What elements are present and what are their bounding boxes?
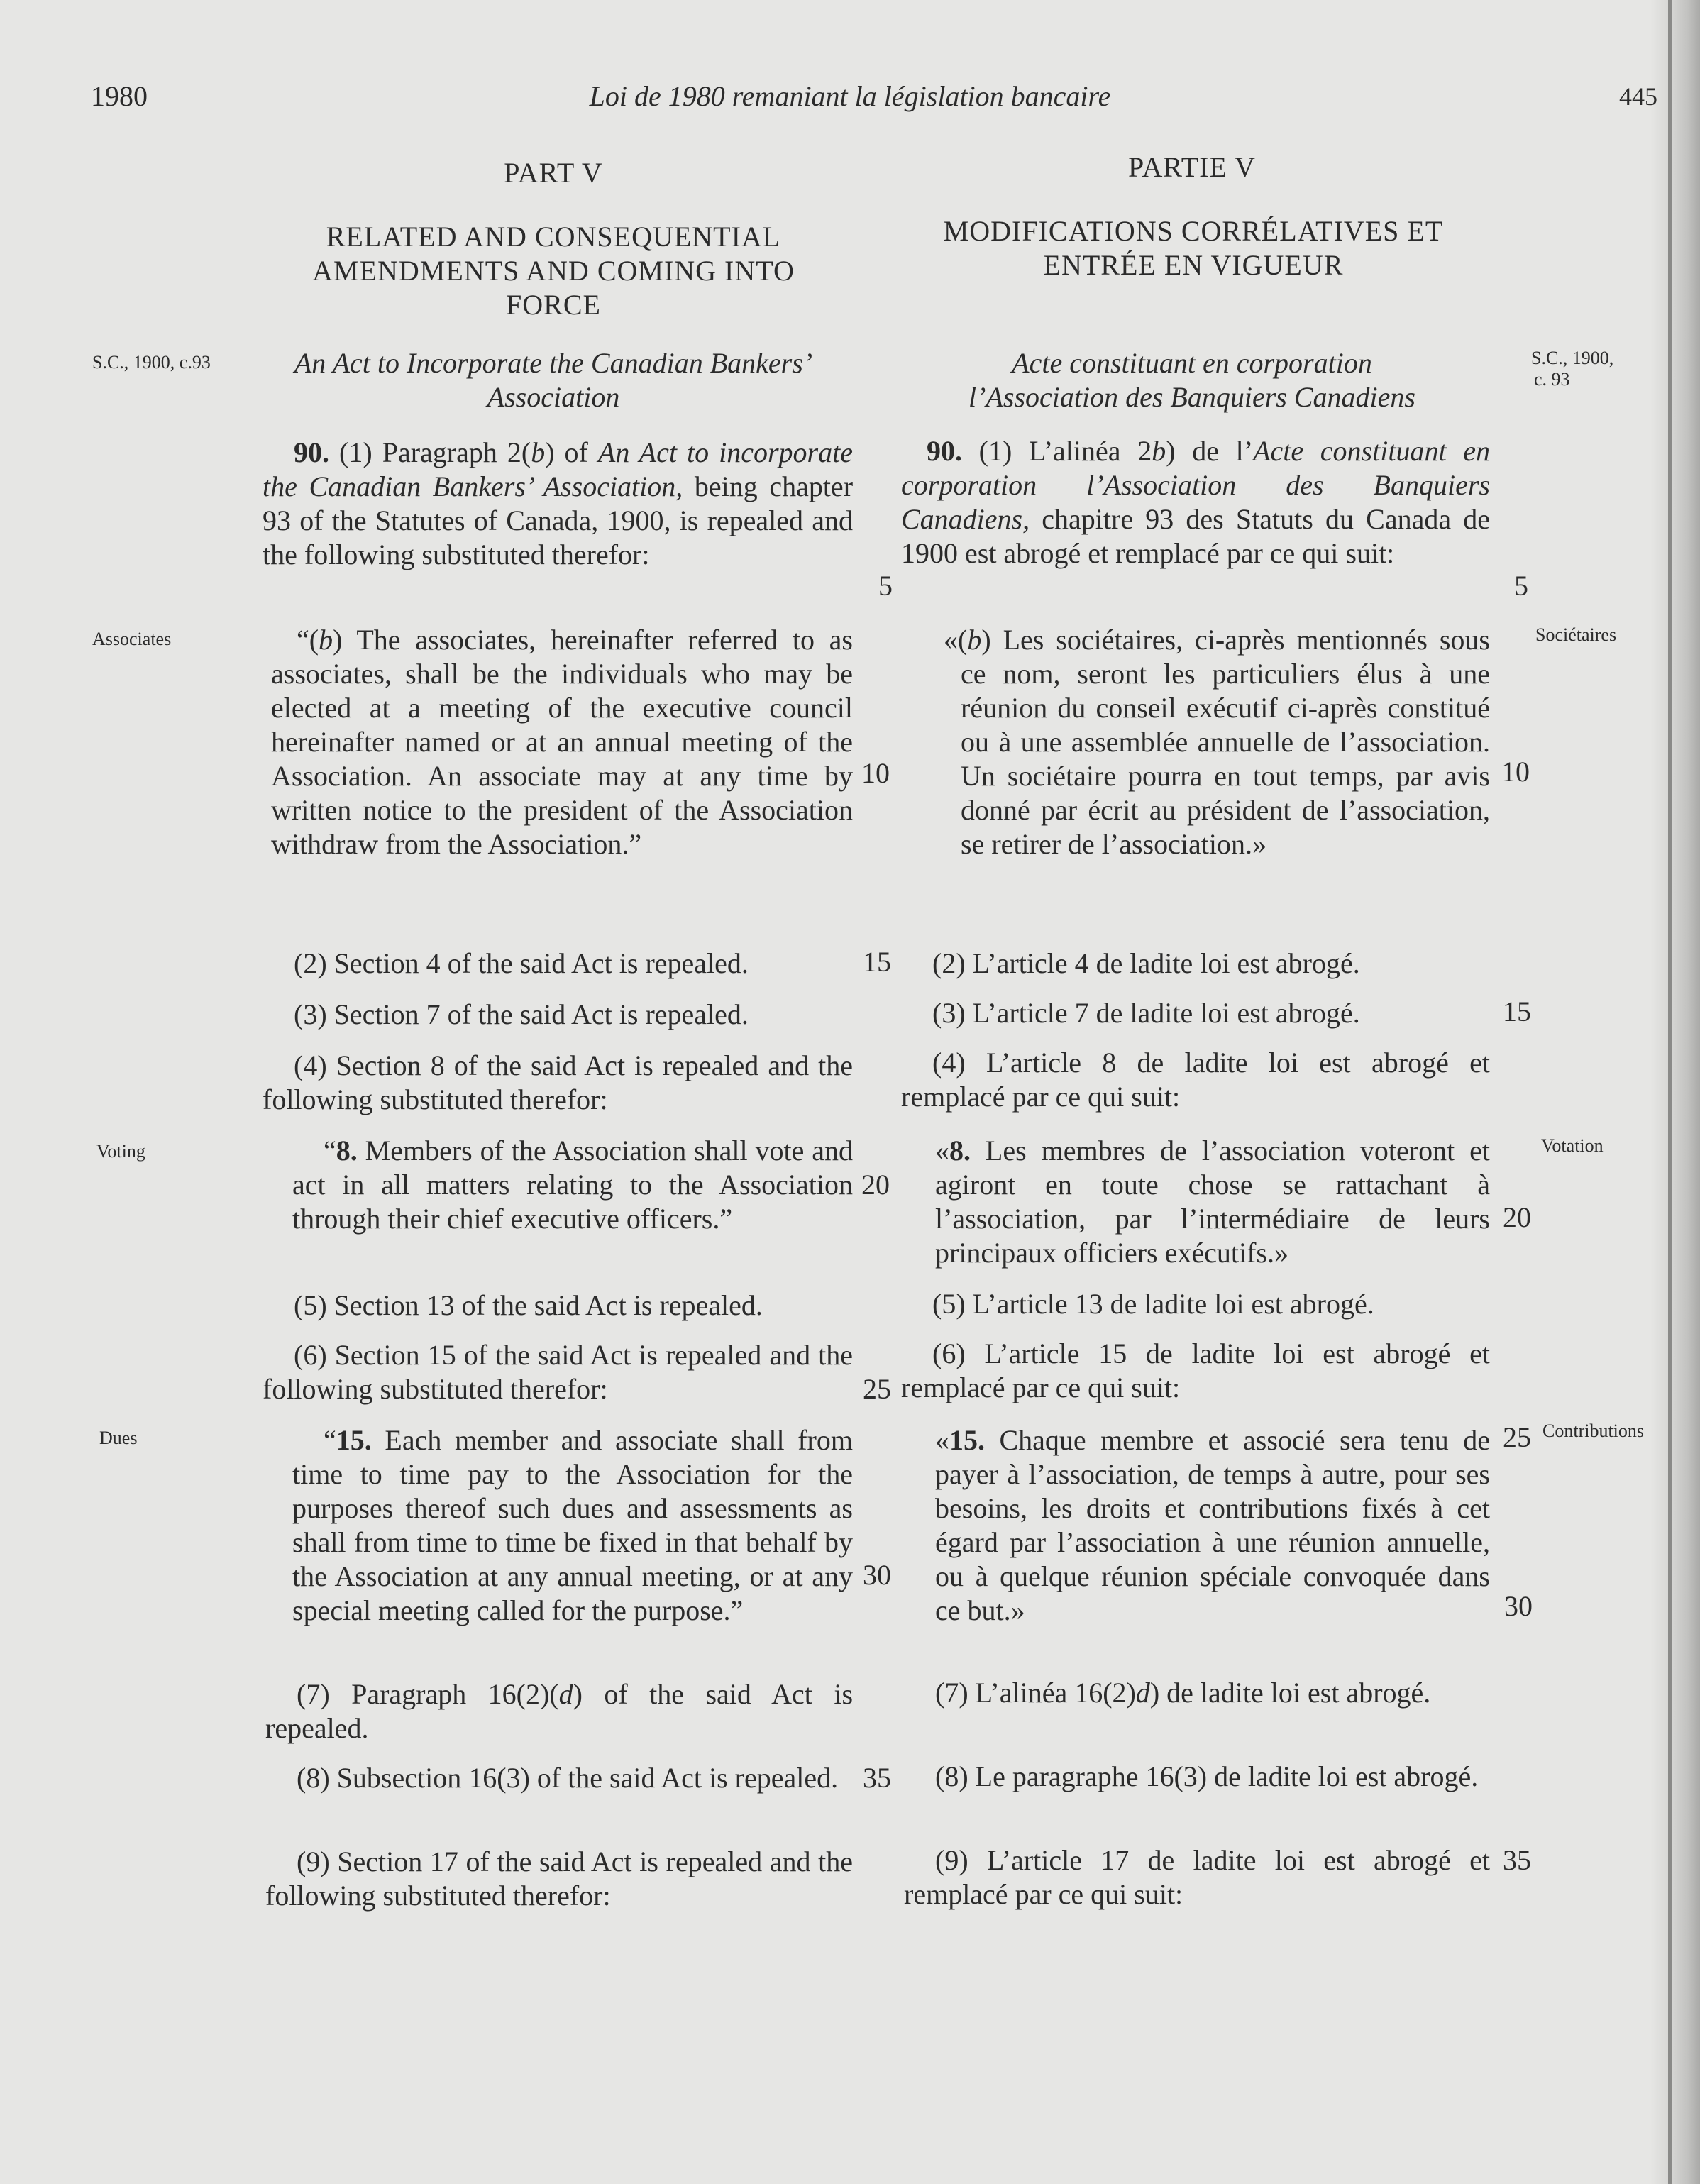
text: (9) Section 17 of the said Act is repealed and the following substituted therefor: (265, 1846, 853, 1912)
quote-para-b-en (271, 623, 853, 861)
act-title-fr-line-1: Acte constituant en corporation (1012, 347, 1372, 379)
line-number-right-30: 30 (1504, 1590, 1533, 1622)
quote-section-15-en (292, 1423, 853, 1628)
text: being chapter 93 of the Statutes of Canada, 1900, is repealed and the following substituted therefor: (263, 470, 854, 570)
text: (3) Section 7 of the said Act is repealed. (294, 998, 749, 1030)
section-number: 8. (949, 1135, 971, 1167)
page-number: 445 (1619, 82, 1657, 111)
section-number: 90. (294, 436, 329, 468)
header-year: 1980 (91, 80, 148, 112)
text: b (531, 436, 546, 468)
part-title-fr: PARTIE V (1127, 151, 1257, 183)
subsection-3-en (263, 998, 853, 1032)
margin-note-citation-en: S.C., 1900, c.93 (92, 352, 211, 373)
running-title: Loi de 1980 remaniant la législation bancaire (589, 80, 1111, 112)
subsection-7-fr (904, 1676, 1490, 1710)
text: (6) L’article 15 de ladite loi est abrogé et remplacé par ce qui suit: (901, 1338, 1490, 1403)
text: (7) L’alinéa 16(2) (935, 1677, 1136, 1709)
subsection-4-en (263, 1049, 853, 1117)
text: (8) Subsection 16(3) of the said Act is repealed. (297, 1762, 839, 1794)
part-title-en: PART V (504, 157, 603, 189)
text: “ (324, 1424, 336, 1456)
text: (3) L’article 7 de ladite loi est abrogé. (932, 997, 1360, 1029)
text: (1) L’alinéa 2 (962, 435, 1152, 467)
text: Chaque membre et associé sera tenu de payer à l’association, de temps à autre, pour ses besoins, les droits et contributions fixés à cet égard par l’association à une réunion annuelle, ou à quelque réunion spéciale convoquée dans ce but.» (935, 1424, 1490, 1626)
text: (6) Section 15 of the said Act is repealed and the following substituted therefor: (263, 1339, 853, 1405)
section-number: 15. (336, 1424, 372, 1456)
line-number-right-25: 25 (1503, 1421, 1531, 1453)
line-number-30: 30 (863, 1559, 891, 1591)
margin-note-voting: Voting (96, 1141, 145, 1162)
line-number-25: 25 (863, 1373, 891, 1405)
subsection-4-fr (901, 1046, 1490, 1114)
section-90-1-fr (901, 434, 1490, 570)
text: Les membres de l’association voteront et agiront en toute chose se rattachant à l’association, par l’intermédiaire de leurs principaux officiers exécutifs.» (935, 1135, 1490, 1269)
line-number-15: 15 (863, 946, 891, 978)
text: “( (297, 624, 319, 656)
act-title-en: An Act to Incorporate the Canadian Bankers’ Association (294, 347, 813, 413)
subsection-9-fr (904, 1843, 1490, 1912)
text: Members of the Association shall vote and act in all matters relating to the Association through their chief executive officers.” (292, 1135, 853, 1235)
section-90-1-en (263, 436, 853, 572)
text: (4) Section 8 of the said Act is repealed and the following substituted therefor: (263, 1049, 853, 1115)
subsection-8-fr (904, 1760, 1490, 1794)
text: ) de l’ (1166, 435, 1254, 467)
text: «( (944, 624, 968, 656)
text: (5) Section 13 of the said Act is repealed. (294, 1289, 763, 1321)
subsection-5-en (263, 1289, 853, 1323)
subsection-6-en (263, 1338, 853, 1406)
text: (8) Le paragraphe 16(3) de ladite loi est abrogé. (935, 1760, 1479, 1792)
text: (5) L’article 13 de ladite loi est abrogé. (932, 1288, 1374, 1320)
act-name: Acte constituant en corporation l’Association des Banquiers Canadiens, (901, 435, 1490, 535)
subsection-5-fr (901, 1287, 1490, 1321)
subsection-9-en (265, 1845, 853, 1913)
margin-note-citation-fr-2: c. 93 (1534, 369, 1570, 390)
text: ) Les sociétaires, ci-après mentionnés sous ce nom, seront les particuliers élus à une réunion du conseil exécutif ci-après constitué ou à une assemblée annuelle de l’association. Un sociétaire pourra en tout temps, par avis donné par écrit au président de l’association, se retirer de l’association.» (961, 624, 1490, 860)
text: (9) L’article 17 de ladite loi est abrogé et remplacé par ce qui suit: (904, 1844, 1490, 1910)
subsection-3-fr (901, 996, 1490, 1030)
text: ) The associates, hereinafter referred to as associates, shall be the individuals who may be elected at a meeting of the executive council hereinafter named or at an annual meeting of the Association. An associate may at any time by written notice to the president of the Association withdraw from the Association.” (271, 624, 853, 860)
quote-section-15-fr (935, 1423, 1490, 1628)
margin-note-societaires: Sociétaires (1535, 624, 1617, 645)
quote-section-8-fr (935, 1134, 1490, 1270)
act-title-fr-line-2: l’Association des Banquiers Canadiens (968, 381, 1415, 413)
subsection-7-en (265, 1677, 853, 1745)
margin-note-citation-fr-1: S.C., 1900, (1531, 348, 1614, 368)
line-number-35: 35 (863, 1762, 891, 1794)
text: « (935, 1424, 949, 1456)
text: chapitre 93 des Statuts du Canada de 1900 est abrogé et remplacé par ce qui suit: (901, 503, 1490, 569)
line-number-right-35: 35 (1503, 1844, 1531, 1876)
margin-note-dues: Dues (99, 1428, 138, 1448)
section-number: 90. (927, 435, 962, 467)
line-number-right-10: 10 (1501, 756, 1530, 788)
subsection-2-fr (901, 947, 1490, 981)
margin-note-associates: Associates (92, 629, 172, 649)
line-number-right-15: 15 (1503, 996, 1531, 1027)
heading-en: RELATED AND CONSEQUENTIAL AMENDMENTS AND COMING INTO FORCE (312, 221, 795, 321)
text: ) of the said Act is repealed. (265, 1678, 854, 1744)
section-number: 15. (949, 1424, 985, 1456)
quote-para-b-fr (944, 623, 1490, 861)
subsection-2-en (263, 947, 853, 981)
line-number-5: 5 (878, 570, 893, 602)
text: « (935, 1135, 949, 1167)
text: (2) L’article 4 de ladite loi est abrogé. (932, 947, 1360, 979)
text: (2) Section 4 of the said Act is repealed. (294, 947, 749, 979)
text: b (319, 624, 333, 656)
act-name: An Act to incorporate the Canadian Bankers’ Association, (263, 436, 853, 502)
margin-note-votation: Votation (1541, 1135, 1604, 1156)
line-number-10: 10 (861, 757, 890, 789)
heading-fr: MODIFICATIONS CORRÉLATIVES ET ENTRÉE EN VIGUEUR (943, 215, 1444, 281)
page-gutter-shadow (1650, 0, 1700, 2184)
text: ) de ladite loi est abrogé. (1149, 1677, 1431, 1709)
text: Each member and associate shall from time to time pay to the Association for the purposes thereof such dues and assessments as shall from time to time be fixed in that behalf by the Association at any annual meeting, or at any special meeting called for the purpose.” (292, 1424, 853, 1626)
text: (4) L’article 8 de ladite loi est abrogé et remplacé par ce qui suit: (901, 1047, 1490, 1113)
text: (1) Paragraph 2( (329, 436, 531, 468)
quote-section-8-en (292, 1134, 853, 1236)
text: (7) Paragraph 16(2)( (297, 1678, 559, 1710)
text: b (1152, 435, 1166, 467)
text: d (558, 1678, 573, 1710)
line-number-20: 20 (861, 1169, 890, 1201)
subsection-6-fr (901, 1337, 1490, 1405)
text: d (1135, 1677, 1150, 1709)
subsection-8-en (265, 1761, 853, 1795)
line-number-right-20: 20 (1503, 1201, 1531, 1233)
margin-note-contributions: Contributions (1542, 1421, 1645, 1441)
line-number-right-5: 5 (1514, 570, 1528, 602)
text: “ (324, 1135, 336, 1167)
binding-edge (1668, 0, 1672, 2184)
section-number: 8. (336, 1135, 358, 1167)
text: b (967, 624, 982, 656)
text: ) of (545, 436, 598, 468)
